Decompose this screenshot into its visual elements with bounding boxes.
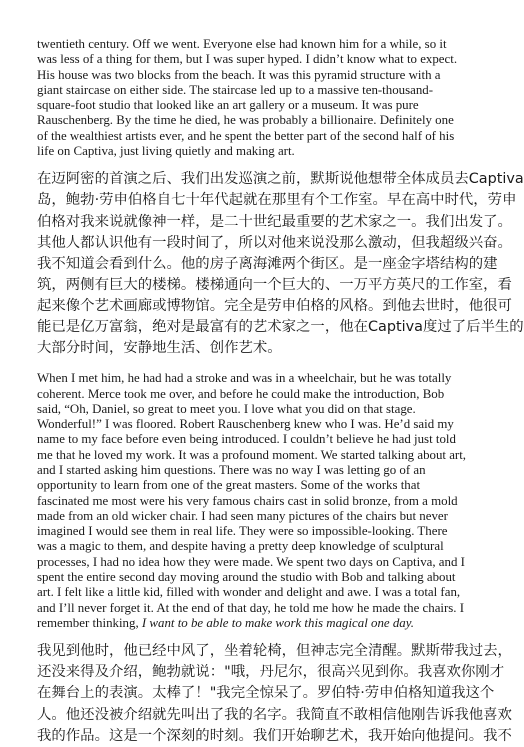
text-line: Rauschenberg. By the time he died, he was probably a billionaire. Definitely one (37, 113, 454, 128)
text-line: and I’ll never forget it. At the end of that day, he told me how he made the chairs. I (37, 600, 465, 615)
paragraph-2-english (37, 371, 467, 631)
text-run: remember thinking, (37, 615, 142, 630)
text-line: 在迈阿密的首演之后、我们出发巡演之前，默斯说他想带全体成员去Captiva (37, 171, 524, 188)
text-line: 我的作品。这是一个深刻的时刻。我们开始聊艺术，我开始向他提问。我不 (37, 727, 512, 744)
text-line-final (37, 616, 462, 631)
text-line: and I started asking him questions. There was no way I was letting go of an (37, 463, 426, 477)
text-line: When I met him, he had had a stroke and was in a wheelchair, but he was totally (37, 371, 452, 386)
paragraph-2-chinese (37, 641, 512, 746)
text-line: processes, I had no idea how they were made. We spent two days on Captiva, and I (37, 554, 465, 569)
text-line: square-foot studio that looked like an art gallery or a museum. It was pure (37, 98, 419, 113)
italic-quote: I want to be able to make work this magical one day. (141, 615, 414, 630)
text-line: 其他人都认识他有一段时间了，所以对他来说没那么激动，但我超级兴奋。 (37, 234, 512, 251)
text-line: 还没来得及介绍，鲍勃就说："哦，丹尼尔，很高兴见到你。我喜欢你刚才 (37, 664, 505, 681)
paragraph-spacer (37, 631, 462, 641)
text-line: opportunity to learn from one of the great masters. Some of the works that (37, 478, 421, 493)
text-line: 伯格对我来说就像神一样，是二十世纪最重要的艺术家之一。我们出发了。 (37, 213, 512, 230)
text-line: life on Captiva, just living quietly and making art. (37, 144, 295, 159)
text-line: said, “Oh, Daniel, so great to meet you. I love what you did on that stage. (37, 401, 416, 416)
paragraph-spacer (37, 159, 462, 169)
text-line: 我见到他时，他已经中风了，坐着轮椅，但神志完全清醒。默斯带我过去， (37, 643, 512, 660)
text-line: 能已是亿万富翁，绝对是最富有的艺术家之一，他在Captiva度过了后半生的 (37, 319, 524, 336)
text-line: Wonderful!” I was floored. Robert Rauschenberg knew who I was. He’d said my (37, 417, 454, 432)
text-line: fascinated me most were his very famous chairs cast in solid bronze, from a mold (37, 493, 458, 508)
text-line: coherent. Merce took me over, and before he could make the introduction, Bob (37, 386, 445, 401)
text-line: spent the entire second day moving around the studio with Bob and talking about (37, 570, 456, 585)
text-line: name to my face before even being introduced. I couldn’t believe he had just told (37, 432, 456, 447)
text-line: was a magic to them, and despite having a pretty deep knowledge of sculptural (37, 539, 444, 554)
text-line: 筑，两侧有巨大的楼梯。楼梯通向一个巨大的、一万平方英尺的工作室，看 (37, 276, 512, 293)
text-line: 岛，鲍勃·劳申伯格自七十年代起就在那里有个工作室。早在高中时代，劳申 (37, 192, 517, 209)
text-line: made from an old wicker chair. I had seen many pictures of the chairs but never (37, 508, 448, 523)
text-line: of the wealthiest artists ever, and he spent the better part of the second half of his (37, 128, 455, 143)
paragraph-1-english (37, 37, 462, 159)
text-line: imagined I would see them in real life. They were so impossible-looking. There (37, 524, 448, 539)
text-line: giant staircase on either side. The staircase led up to a massive ten-thousand- (37, 82, 434, 97)
text-line: twentieth century. Off we went. Everyone else had known him for a while, so it (37, 37, 447, 51)
text-line: was less of a thing for them, but I was super hyped. I didn’t know what to expect. (37, 52, 458, 67)
text-line: art. I felt like a little kid, filled with wonder and delight and awe. I was a total fan, (37, 585, 461, 600)
text-line: 我不知道会看到什么。他的房子离海滩两个街区。是一座金字塔结构的建 (37, 255, 498, 272)
text-line: me that he loved my work. It was a profound moment. We started talking about art, (37, 447, 467, 462)
text-line: 在舞台上的表演。太棒了！"我完全惊呆了。罗伯特·劳申伯格知道我这个 (37, 685, 495, 702)
paragraph-spacer (37, 359, 462, 371)
text-line: 大部分时间，安静地生活、创作艺术。 (37, 340, 282, 357)
text-line: 人。他还没被介绍就先叫出了我的名字。我简直不敢相信他刚告诉我他喜欢 (37, 706, 512, 723)
text-line: His house was two blocks from the beach. It was this pyramid structure with a (37, 67, 441, 82)
paragraph-1-chinese (37, 169, 524, 359)
top-margin (37, 0, 462, 37)
text-line: 起来像个艺术画廊或博物馆。完全是劳申伯格的风格。到他去世时，他很可 (37, 297, 512, 314)
